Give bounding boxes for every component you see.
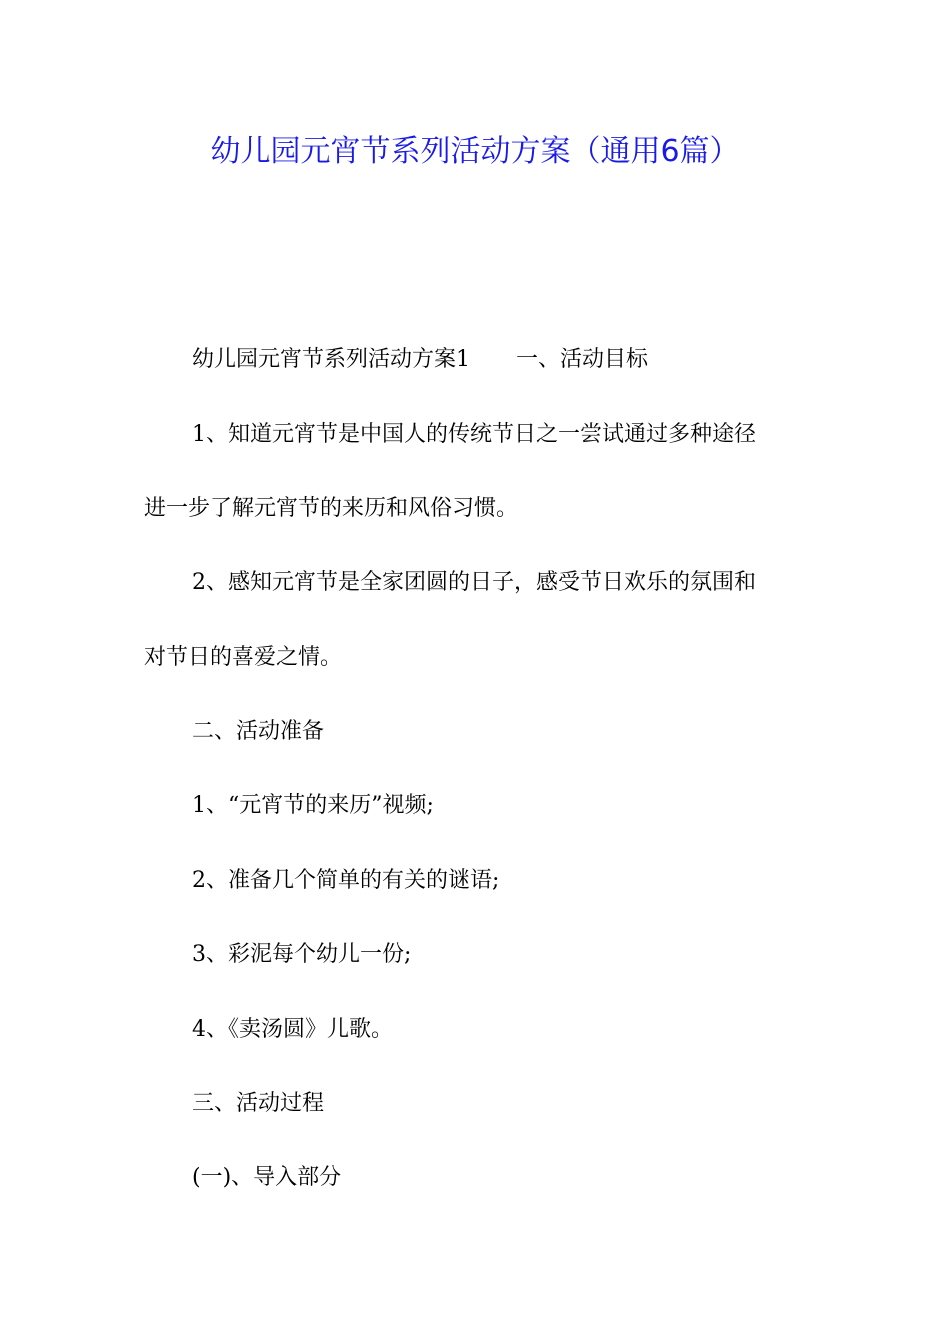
paragraph-line: 进一步了解元宵节的来历和风俗习惯。 — [144, 496, 519, 521]
heading-activity-goals: 一、活动目标 — [516, 347, 649, 372]
list-item: 1、“元宵节的来历”视频; — [192, 793, 434, 818]
document-title: 幼儿园元宵节系列活动方案（通用6篇） — [210, 134, 740, 169]
section-heading-plan-1 — [192, 345, 648, 375]
list-item: 4、《卖汤圆》儿歌。 — [192, 1017, 393, 1042]
paragraph-line: 2、感知元宵节是全家团圆的日子，感受节日欢乐的氛围和 — [192, 570, 756, 595]
list-item: 3、彩泥每个幼儿一份; — [192, 942, 412, 967]
section-heading: 三、活动过程 — [192, 1091, 325, 1116]
paragraph-line: 对节日的喜爱之情。 — [144, 645, 343, 670]
section-heading: 二、活动准备 — [192, 719, 325, 744]
paragraph-line: 1、知道元宵节是中国人的传统节日之一尝试通过多种途径 — [192, 422, 756, 447]
list-item: 2、准备几个简单的有关的谜语; — [192, 868, 500, 893]
subsection-heading: (一)、导入部分 — [192, 1165, 342, 1190]
plan-title: 幼儿园元宵节系列活动方案1 — [192, 347, 470, 372]
